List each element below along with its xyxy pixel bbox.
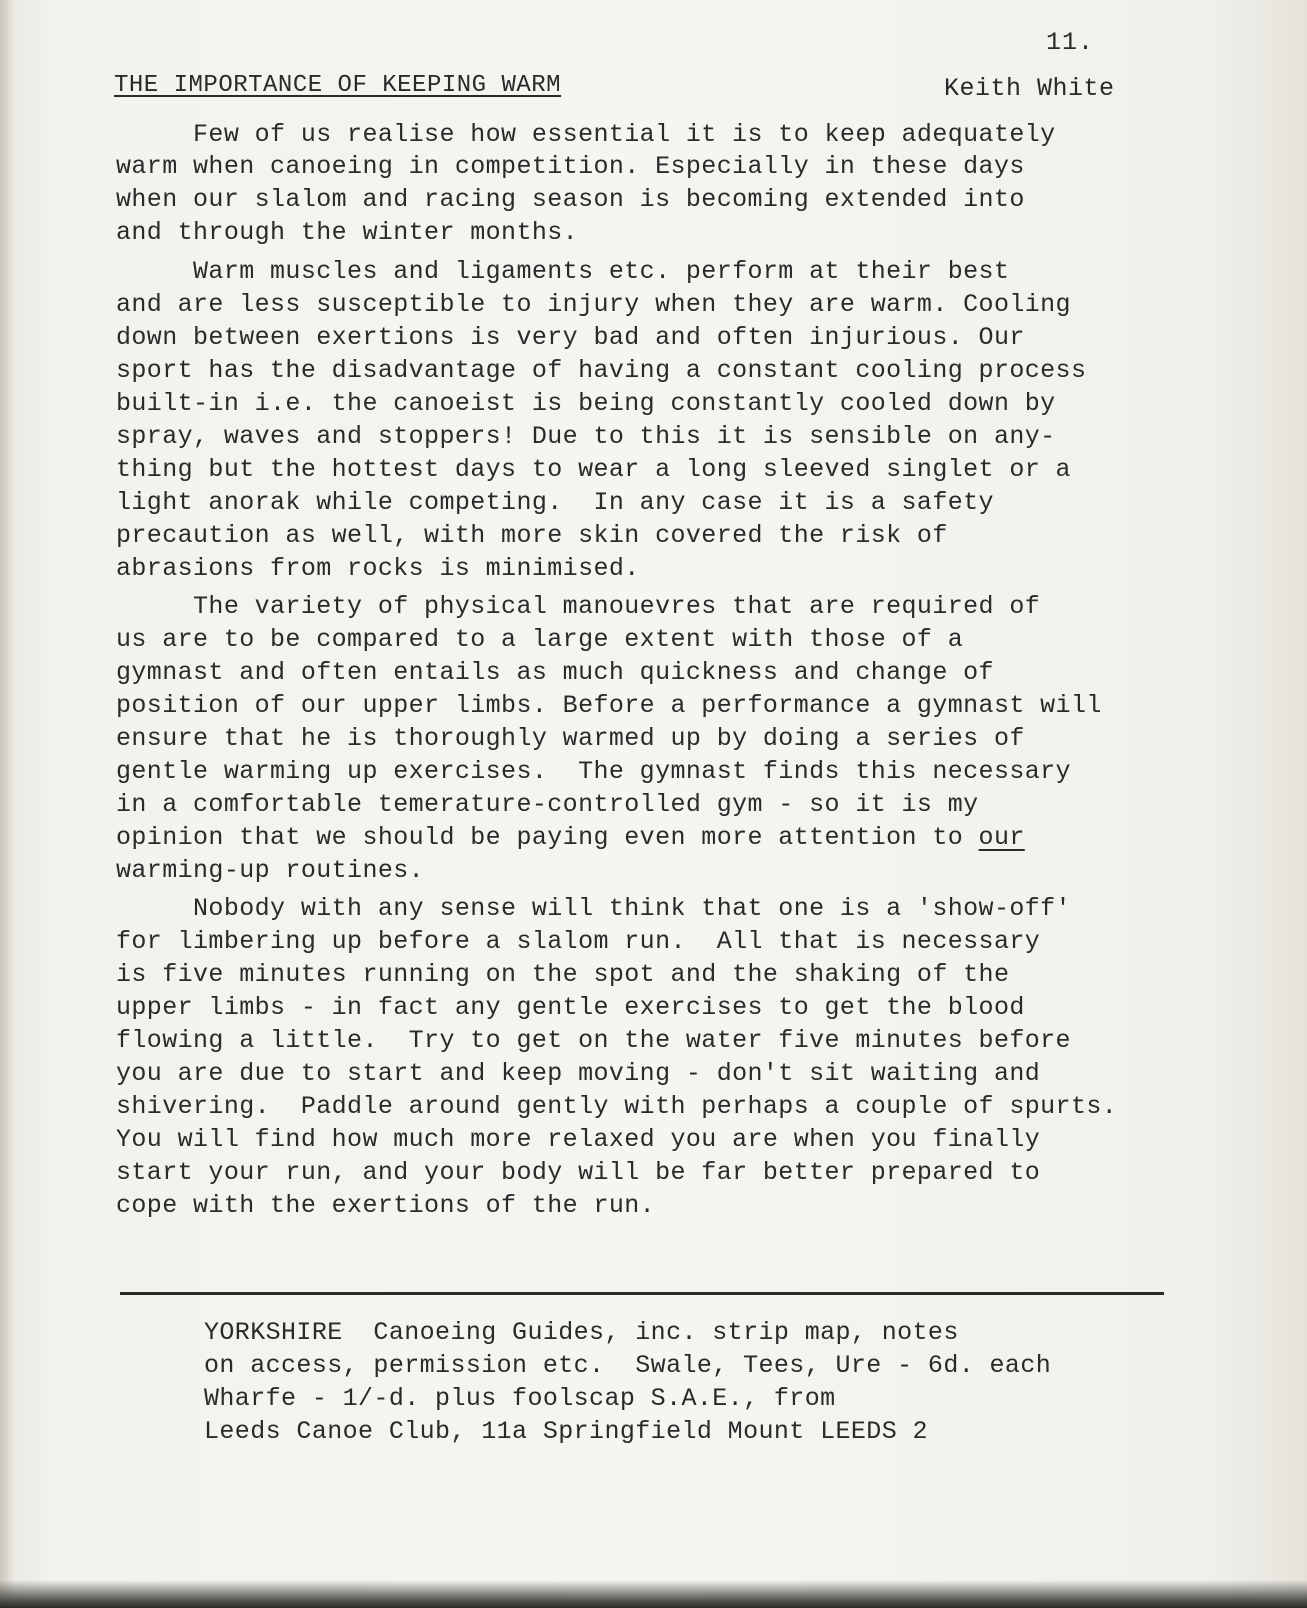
- article-title: THE IMPORTANCE OF KEEPING WARM: [114, 72, 562, 99]
- body-line: light anorak while competing. In any case it is a safety: [116, 488, 994, 517]
- body-line: cope with the exertions of the run.: [116, 1191, 656, 1220]
- body-line: start your run, and your body will be far better prepared to: [116, 1158, 1041, 1187]
- body-line: warm when canoeing in competition. Especially in these days: [116, 152, 1025, 181]
- body-line: position of our upper limbs. Before a performance a gymnast will: [116, 691, 1102, 720]
- body-line: gentle warming up exercises. The gymnast finds this necessary: [116, 757, 1071, 786]
- body-line: thing but the hottest days to wear a long sleeved singlet or a: [116, 455, 1071, 484]
- body-line: in a comfortable temerature-controlled gym - so it is my: [116, 790, 979, 819]
- body-line: spray, waves and stoppers! Due to this it is sensible on any-: [116, 422, 1056, 451]
- underlined-word: our: [978, 823, 1025, 852]
- body-line: Warm muscles and ligaments etc. perform at their best: [116, 257, 1010, 286]
- body-line: you are due to start and keep moving - don't sit waiting and: [116, 1059, 1041, 1088]
- notice-line: Wharfe - 1/-d. plus foolscap S.A.E., from: [204, 1384, 836, 1413]
- body-line: is five minutes running on the spot and the shaking of the: [116, 960, 1010, 989]
- body-line: Nobody with any sense will think that one is a 'show-off': [116, 894, 1071, 923]
- body-line-with-underline: [116, 823, 1025, 852]
- section-divider: [120, 1292, 1164, 1295]
- notice-line: Leeds Canoe Club, 11a Springfield Mount LEEDS 2: [204, 1417, 928, 1446]
- body-line: down between exertions is very bad and often injurious. Our: [116, 323, 1025, 352]
- binding-shadow: [0, 0, 14, 1608]
- notice-line: YORKSHIRE Canoeing Guides, inc. strip map, notes: [204, 1318, 959, 1347]
- body-line: Few of us realise how essential it is to keep adequately: [116, 120, 1056, 149]
- body-line: ensure that he is thoroughly warmed up by doing a series of: [116, 724, 1025, 753]
- body-line: for limbering up before a slalom run. All that is necessary: [116, 927, 1041, 956]
- body-line: upper limbs - in fact any gentle exercises to get the blood: [116, 993, 1025, 1022]
- body-line: when our slalom and racing season is becoming extended into: [116, 185, 1025, 214]
- body-line-text: opinion that we should be paying even more attention to: [116, 823, 979, 852]
- body-line: and are less susceptible to injury when they are warm. Cooling: [116, 290, 1071, 319]
- body-line: warming-up routines.: [116, 856, 425, 885]
- body-line: sport has the disadvantage of having a constant cooling process: [116, 356, 1087, 385]
- body-line: us are to be compared to a large extent with those of a: [116, 625, 964, 654]
- body-line: gymnast and often entails as much quickness and change of: [116, 658, 994, 687]
- body-line: shivering. Paddle around gently with perhaps a couple of spurts.: [116, 1092, 1118, 1121]
- page-bottom-edge: [0, 1580, 1307, 1608]
- body-line: precaution as well, with more skin covered the risk of: [116, 521, 948, 550]
- body-line: The variety of physical manouevres that are required of: [116, 592, 1041, 621]
- body-line: abrasions from rocks is minimised.: [116, 554, 640, 583]
- body-line: flowing a little. Try to get on the water five minutes before: [116, 1026, 1071, 1055]
- page-number: 11.: [1046, 28, 1095, 57]
- body-line: and through the winter months.: [116, 218, 579, 247]
- notice-line: on access, permission etc. Swale, Tees, Ure - 6d. each: [204, 1351, 1052, 1380]
- body-line: You will find how much more relaxed you are when you finally: [116, 1125, 1041, 1154]
- article-author: Keith White: [944, 74, 1115, 103]
- body-line: built-in i.e. the canoeist is being constantly cooled down by: [116, 389, 1056, 418]
